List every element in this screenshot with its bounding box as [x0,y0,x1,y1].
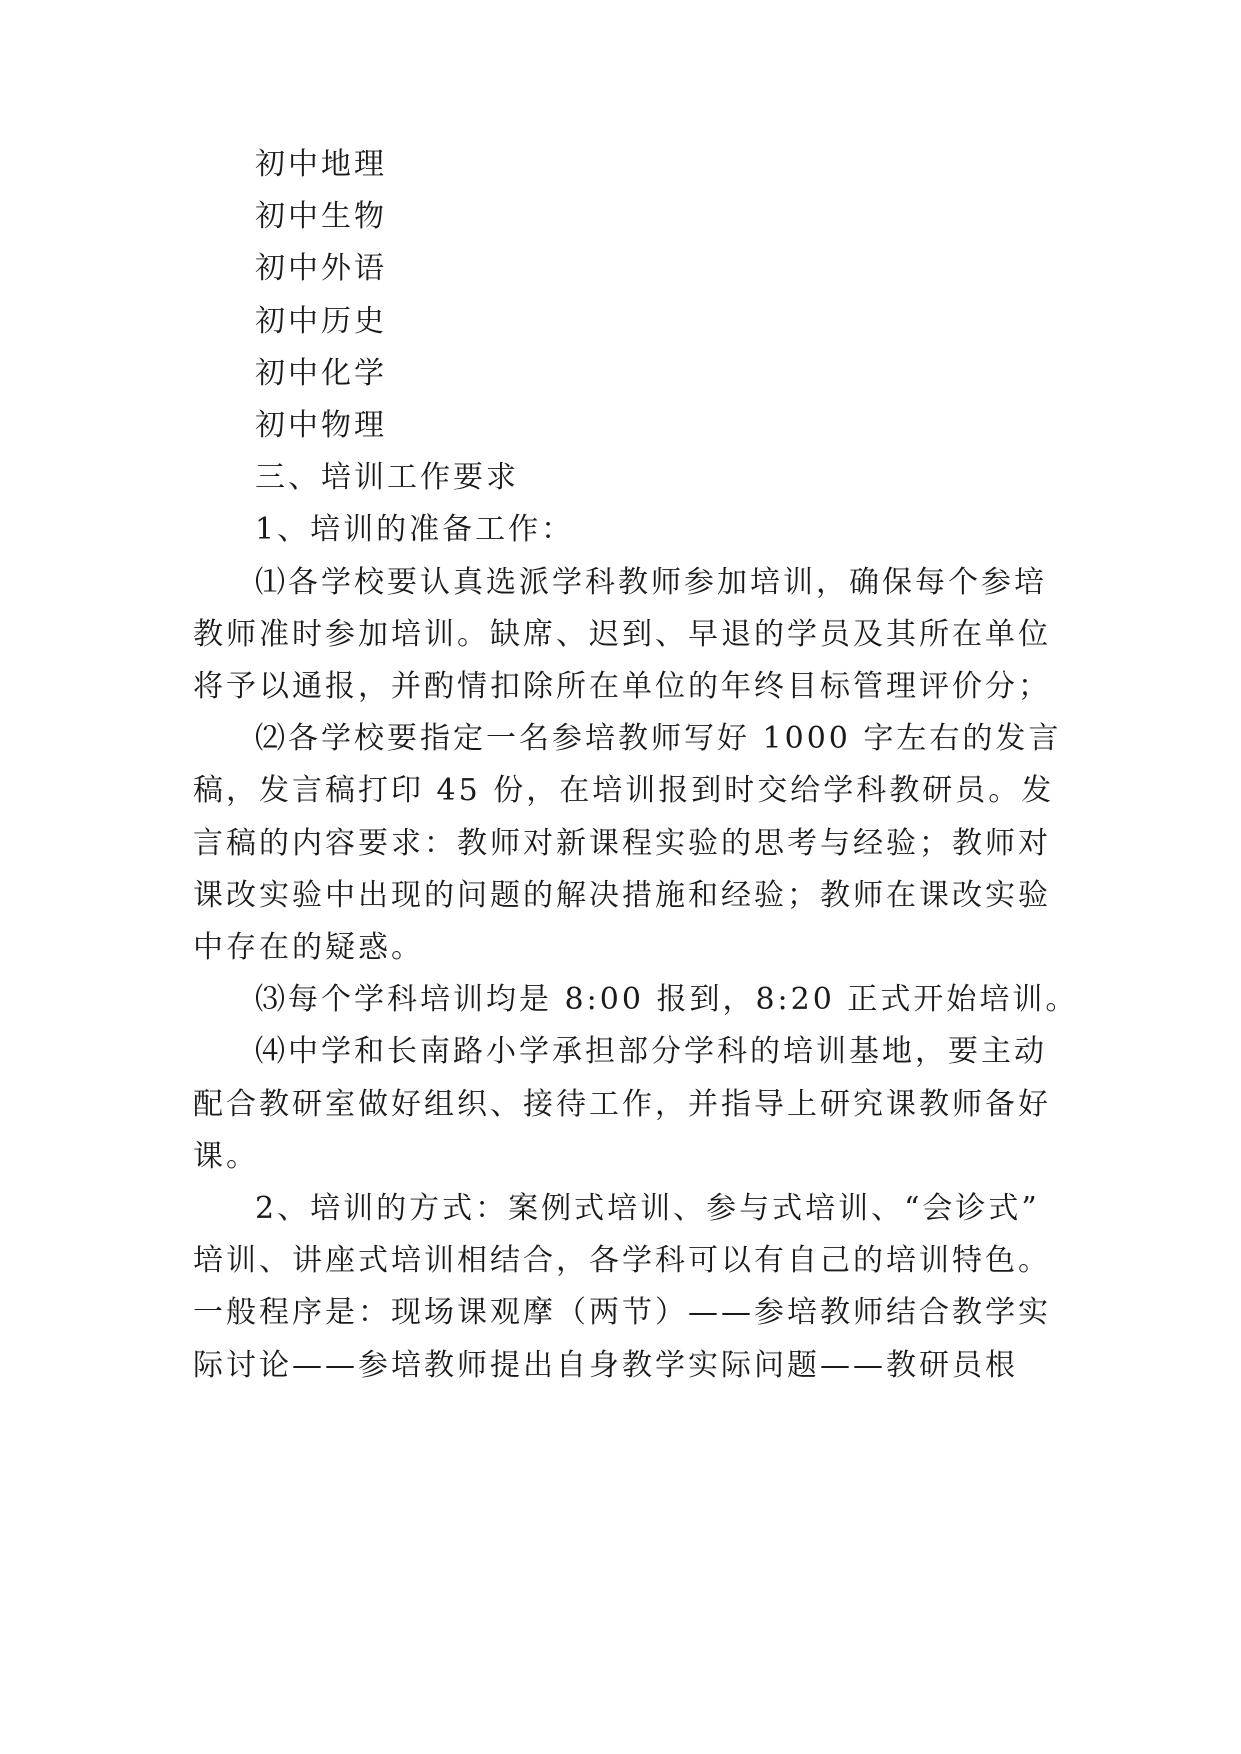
subject-line: 初中生物 [255,199,387,234]
paragraph-line: 将予以通报，并酌情扣除所在单位的年终目标管理评价分； [193,669,1051,704]
paragraph-line: 课改实验中出现的问题的解决措施和经验；教师在课改实验 [193,878,1051,913]
subject-line: 初中化学 [255,356,387,391]
paragraph-line: ⑷中学和长南路小学承担部分学科的培训基地，要主动 [255,1034,1047,1069]
paragraph-line: 培训、讲座式培训相结合，各学科可以有自己的培训特色。 [193,1243,1051,1278]
paragraph-line: 言稿的内容要求：教师对新课程实验的思考与经验；教师对 [193,826,1051,861]
paragraph-line: 一般程序是：现场课观摩（两节）——参培教师结合教学实 [193,1295,1051,1330]
paragraph-line: 际讨论——参培教师提出自身教学实际问题——教研员根 [193,1348,1018,1383]
subject-line: 初中外语 [255,251,387,286]
paragraph-line: ⑶每个学科培训均是 8:00 报到，8:20 正式开始培训。 [255,982,1079,1017]
subject-line: 初中历史 [255,304,387,339]
paragraph-line: 中存在的疑惑。 [193,930,424,965]
sub-heading: 1、培训的准备工作： [255,512,575,547]
paragraph-line: 课。 [193,1139,259,1174]
paragraph-line: 教师准时参加培训。缺席、迟到、早退的学员及其所在单位 [193,617,1051,652]
paragraph-line: ⑴各学校要认真选派学科教师参加培训，确保每个参培 [255,565,1047,600]
paragraph-line: 稿，发言稿打印 45 份，在培训报到时交给学科教研员。发 [193,773,1055,808]
subject-line: 初中物理 [255,408,387,443]
subject-line: 初中地理 [255,147,387,182]
section-heading: 三、培训工作要求 [255,460,519,495]
paragraph-line: ⑵各学校要指定一名参培教师写好 1000 字左右的发言 [255,721,1062,756]
paragraph-line: 配合教研室做好组织、接待工作，并指导上研究课教师备好 [193,1087,1051,1122]
paragraph-line: 2、培训的方式：案例式培训、参与式培训、“会诊式” [255,1191,1040,1226]
